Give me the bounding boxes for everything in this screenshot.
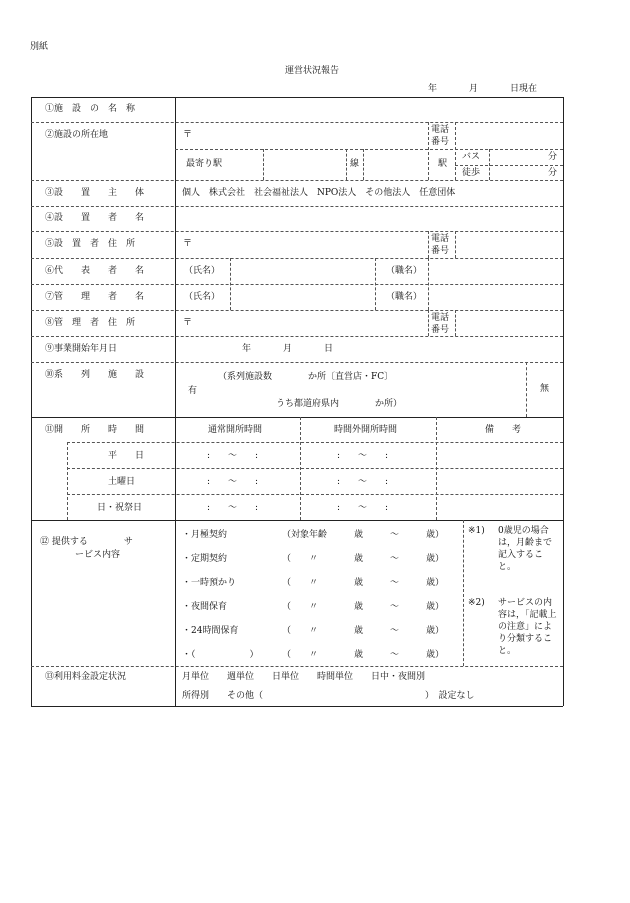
affiliated-in-prefecture: うち都道府県内 か所）	[276, 399, 403, 409]
service-age-range: （ 〃 歳 〜 歳）	[282, 650, 445, 660]
phone-label: 電話 番号	[431, 125, 450, 147]
service-age-range: （対象年齢 歳 〜 歳）	[282, 530, 445, 540]
service-name: ・一時預かり	[182, 578, 237, 588]
label-fee-settings: ⑬利用料金設定状況	[45, 672, 127, 682]
page-title: 運営状況報告	[285, 66, 340, 76]
service-name: ・月極契約	[182, 530, 228, 540]
note2-text: サービスの内容は，「記載上の注意」により分類すること。	[498, 598, 557, 656]
service-name: ・（ ）	[182, 650, 259, 660]
walk-minutes: 分	[548, 168, 558, 178]
line-label: 線	[350, 159, 360, 169]
note2-mark: ※2)	[468, 598, 485, 608]
label-establisher-address: ⑤設 置 者 住 所	[45, 239, 136, 249]
name-label: （氏名）	[184, 292, 221, 302]
nearest-station-label: 最寄り駅	[186, 159, 223, 169]
row-holiday: 日・祝祭日	[97, 503, 143, 513]
service-name: ・24時間保育	[182, 626, 239, 636]
col-remarks: 備 考	[485, 425, 522, 435]
name-label: （氏名）	[184, 266, 221, 276]
time-range: : 〜 :	[207, 503, 259, 513]
label-opening-hours: ⑪開 所 時 間	[45, 425, 145, 435]
time-range: : 〜 :	[337, 503, 389, 513]
row-weekday: 平 日	[108, 451, 145, 461]
start-month: 月	[283, 344, 293, 354]
bus-minutes: 分	[548, 152, 558, 162]
time-range: : 〜 :	[207, 477, 259, 487]
fee-options-line2: 所得別 その他（ ） 設定なし	[182, 691, 475, 701]
affiliated-yes: 有	[188, 386, 198, 396]
establishing-body-options: 個人 株式会社 社会福祉法人 NPO法人 その他法人 任意団体	[182, 188, 456, 198]
service-age-range: （ 〃 歳 〜 歳）	[282, 578, 445, 588]
service-name: ・夜間保育	[182, 602, 228, 612]
note1-text: 0歳児の場合は，月齢まで記入すること。	[498, 526, 553, 572]
postal-mark: 〒	[183, 239, 193, 249]
phone-label: 電話 番号	[431, 313, 450, 335]
phone-label: 電話 番号	[431, 234, 450, 256]
service-name: ・定期契約	[182, 554, 228, 564]
date-day: 日現在	[510, 84, 538, 94]
station-label: 駅	[438, 159, 448, 169]
date-month: 月	[469, 84, 479, 94]
label-facility-address: ②施設の所在地	[45, 130, 109, 140]
label-services-line2: ービス内容	[75, 550, 121, 560]
label-establishing-body: ③設 置 主 体	[45, 188, 145, 198]
col-normal-hours: 通常開所時間	[208, 425, 263, 435]
label-establisher-name: ④設 置 者 名	[45, 213, 145, 223]
col-extra-hours: 時間外開所時間	[334, 425, 398, 435]
service-age-range: （ 〃 歳 〜 歳）	[282, 626, 445, 636]
time-range: : 〜 :	[337, 451, 389, 461]
label-affiliated-facilities: ⑩系 列 施 設	[45, 370, 145, 380]
title-label: （職名）	[386, 292, 423, 302]
walk-label: 徒歩	[462, 168, 481, 178]
fee-options-line1: 月単位 週単位 日単位 時間単位 日中・夜間別	[182, 672, 426, 682]
time-range: : 〜 :	[207, 451, 259, 461]
label-start-date: ⑨事業開始年月日	[45, 344, 118, 354]
time-range: : 〜 :	[337, 477, 389, 487]
label-manager-name: ⑦管 理 者 名	[45, 292, 145, 302]
start-day: 日	[324, 344, 334, 354]
affiliated-no: 無	[540, 384, 550, 394]
bus-label: バス	[462, 152, 481, 162]
date-year: 年	[428, 84, 438, 94]
attachment-label: 別紙	[30, 42, 49, 52]
label-representative-name: ⑥代 表 者 名	[45, 266, 145, 276]
label-services-line1: ⑫ 提供する サ	[40, 537, 133, 547]
postal-mark: 〒	[183, 130, 193, 140]
label-facility-name: ①施 設 の 名 称	[45, 104, 136, 114]
service-age-range: （ 〃 歳 〜 歳）	[282, 602, 445, 612]
note1-mark: ※1)	[468, 526, 485, 536]
affiliated-count-line: （系列施設数 か所〔直営店・FC〕	[218, 372, 394, 382]
start-year: 年	[242, 344, 252, 354]
label-manager-address: ⑧管 理 者 住 所	[45, 318, 136, 328]
row-saturday: 土曜日	[108, 477, 136, 487]
service-age-range: （ 〃 歳 〜 歳）	[282, 554, 445, 564]
postal-mark: 〒	[183, 318, 193, 328]
title-label: （職名）	[386, 266, 423, 276]
